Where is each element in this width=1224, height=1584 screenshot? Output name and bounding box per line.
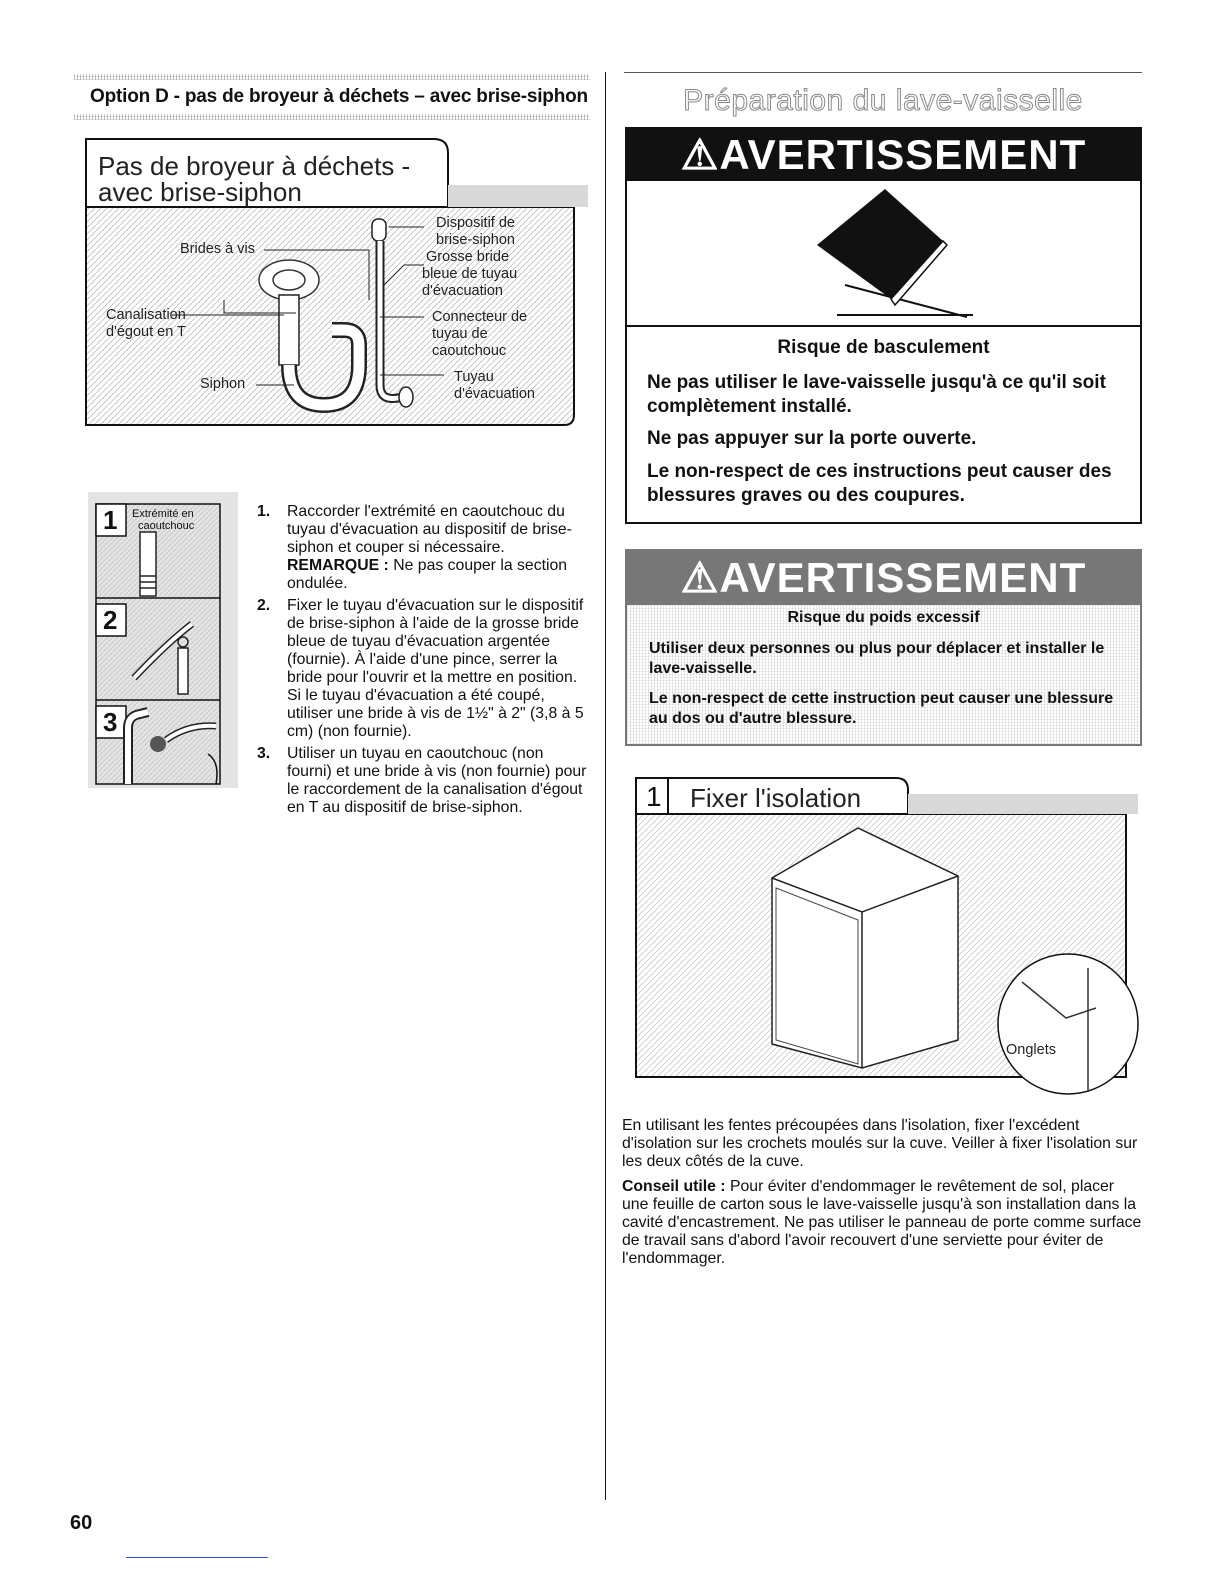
warning-line-1: Utiliser deux personnes ou plus pour déplacer et installer le lave-vaisselle. xyxy=(649,640,1105,677)
step-number: 1 xyxy=(646,781,662,812)
step-title: Fixer l'isolation xyxy=(690,783,862,813)
tip-over-illustration xyxy=(627,181,1140,327)
step-text: Raccorder l'extrémité en caoutchouc du tuyau d'évacuation au dispositif de brise-siphon et couper si nécessaire. xyxy=(287,503,572,556)
step-panels-figure xyxy=(88,492,238,788)
label-canalisation: Canalisation xyxy=(106,307,186,323)
warning-line-2: Le non-respect de cette instruction peut causer une blessure au dos ou d'autre blessure. xyxy=(649,690,1114,727)
right-top-rule xyxy=(624,72,1142,73)
insulation-diagram xyxy=(626,772,1140,1098)
tip-over-icon xyxy=(627,181,1140,325)
label-connecteur-2: tuyau de xyxy=(432,326,488,342)
step-number: 3. xyxy=(257,745,271,762)
label-connecteur: Connecteur de xyxy=(432,309,528,325)
panel-1-label-line1: Extrémité en xyxy=(132,508,194,520)
warning-risk-title: Risque du poids excessif xyxy=(787,609,980,626)
label-tuyau-2: d'évacuation xyxy=(454,386,535,402)
section-header-option-d xyxy=(74,74,590,120)
warning-box-weight xyxy=(625,549,1142,746)
section-title: Option D - pas de broyeur à déchets – avec brise-siphon xyxy=(90,86,588,107)
header-bottom-rule xyxy=(74,114,590,120)
warning-header xyxy=(627,551,1140,605)
page-number: 60 xyxy=(70,1512,93,1534)
step-item-3 xyxy=(257,745,587,817)
note-text: Ne pas couper la section ondulée. xyxy=(287,557,568,592)
warning-line-1: Ne pas utiliser le lave-vaisselle jusqu'à ce qu'il soit complètement installé. xyxy=(647,372,1106,417)
label-dispositif: Dispositif de xyxy=(436,215,515,231)
figure-drain-airgap xyxy=(84,135,590,427)
tip-text: Pour éviter d'endommager le revêtement de sol, placer une feuille de carton sous le lave-vaisselle jusqu'à son installation dans la cavité d'encastrement. Ne pas utiliser le panneau de porte comme surface de travail sans d'abord l'avoir recouvert d'une serviette pour éviter de l'endommager. xyxy=(622,1178,1142,1267)
warning-risk-title: Risque de basculement xyxy=(777,337,990,358)
warning-box-tip-over xyxy=(625,127,1142,524)
step-item-1 xyxy=(257,503,587,593)
tip-paragraph xyxy=(622,1178,1144,1268)
column-divider xyxy=(605,72,606,1500)
step-text: Utiliser un tuyau en caoutchouc (non fourni) et une bride à vis (non fournie) pour le raccordement de la canalisation d'égout en T au dispositif de brise-siphon. xyxy=(287,745,587,816)
label-siphon: Siphon xyxy=(200,376,246,392)
insulation-paragraph: En utilisant les fentes précoupées dans l'isolation, fixer l'excédent d'isolation sur les crochets moulés sur la cuve. Veiller à fixer l'isolation sur les deux côtés de la cuve. xyxy=(622,1117,1138,1170)
warning-header-text: AVERTISSEMENT xyxy=(719,131,1087,178)
label-grosse: Grosse bride xyxy=(426,249,510,265)
steps-list xyxy=(257,503,587,821)
label-connecteur-3: caoutchouc xyxy=(432,343,507,359)
step-text: Fixer le tuyau d'évacuation sur le dispositif de brise-siphon à l'aide de la grosse bride bleue de tuyau d'évacuation argentée (fournie). À l'aide d'une pince, serrer la bride pour l'ouvrir et la mettre en position. Si le tuyau d'évacuation a été coupé, utiliser une bride à vis de 1½" à 2" (3,8 à 5 cm) (non fournie). xyxy=(287,597,584,740)
figure-insulation xyxy=(626,772,1140,1098)
step-number: 2. xyxy=(257,597,271,614)
header-top-rule xyxy=(74,74,590,80)
footer-rule xyxy=(126,1557,268,1558)
tip-label: Conseil utile : xyxy=(622,1178,726,1195)
note-label: REMARQUE : xyxy=(287,557,389,574)
label-brides: Brides à vis xyxy=(180,241,255,257)
panel-1-number: 1 xyxy=(103,505,118,535)
right-section-title: Préparation du lave-vaisselle xyxy=(683,84,1083,117)
warning-header xyxy=(627,129,1140,181)
label-canalisation-2: d'égout en T xyxy=(106,324,186,340)
step-panels-drawing xyxy=(88,492,238,788)
step-number: 1. xyxy=(257,503,271,520)
label-dispositif-2: brise-siphon xyxy=(436,232,515,248)
warning-header-text: AVERTISSEMENT xyxy=(719,554,1087,601)
label-grosse-3: d'évacuation xyxy=(422,283,503,299)
panel-3-number: 3 xyxy=(103,707,118,737)
warning-2-body xyxy=(627,605,1140,744)
label-tuyau: Tuyau xyxy=(454,369,494,385)
warning-triangle-icon: ⚠ xyxy=(680,554,720,601)
step-item-2 xyxy=(257,597,587,741)
label-onglets: Onglets xyxy=(1006,1042,1056,1058)
figure-title-line1: Pas de broyeur à déchets - xyxy=(98,151,411,181)
panel-1-label-line2: caoutchouc xyxy=(138,520,195,532)
panel-2-number: 2 xyxy=(103,605,118,635)
warning-triangle-icon: ⚠ xyxy=(680,131,720,178)
label-grosse-2: bleue de tuyau xyxy=(422,266,518,282)
figure-title-line2: avec brise-siphon xyxy=(98,177,302,207)
warning-line-2: Ne pas appuyer sur la porte ouverte. xyxy=(647,428,977,449)
warning-line-3: Le non-respect de ces instructions peut causer des blessures graves ou des coupures. xyxy=(647,461,1112,506)
